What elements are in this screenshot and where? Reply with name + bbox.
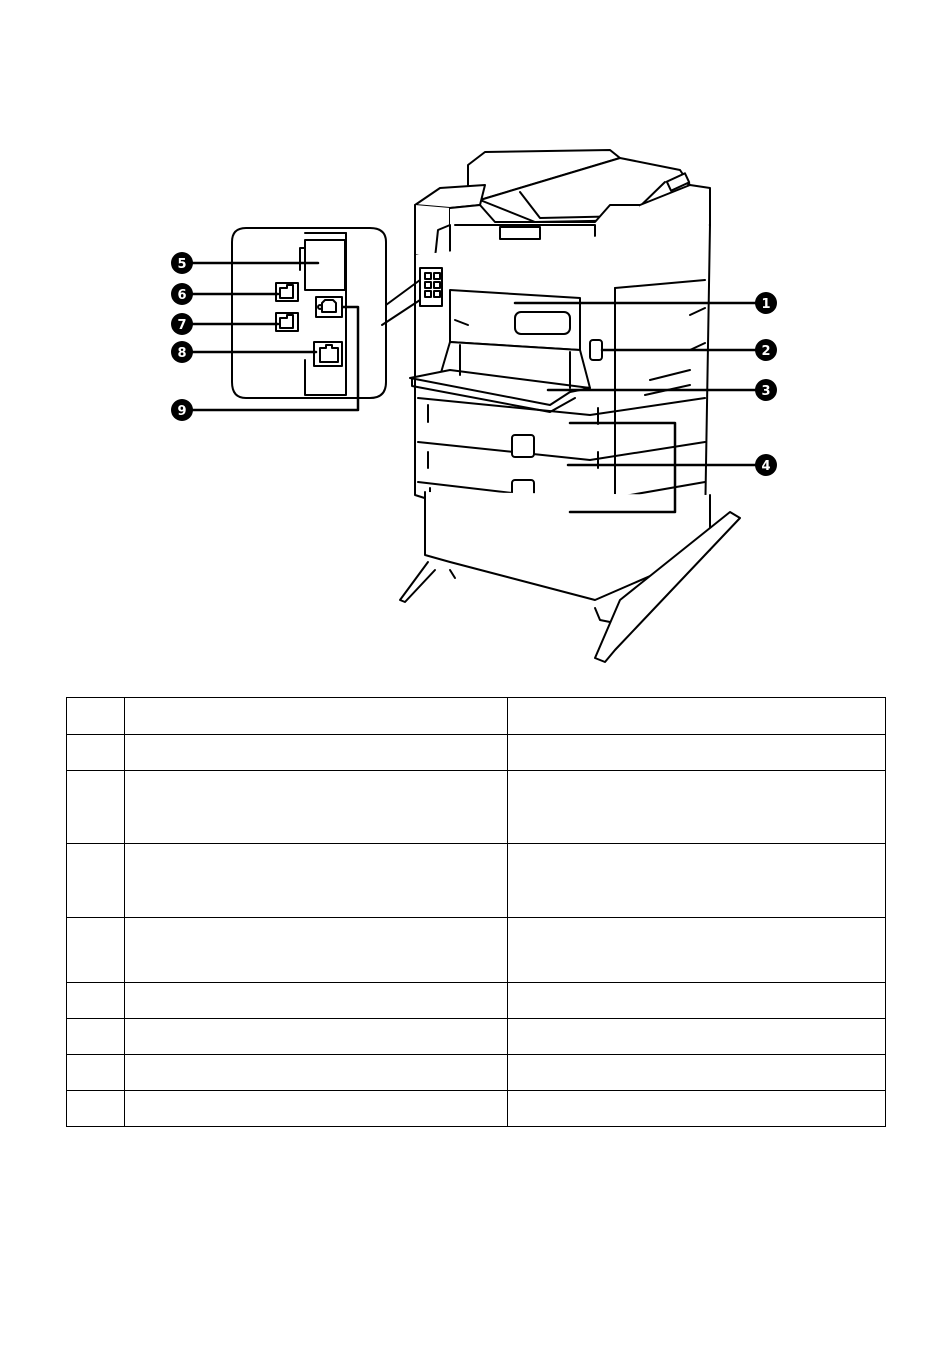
callout-1: [755, 292, 777, 314]
svg-text:9: 9: [177, 404, 187, 419]
row-number-cell: [67, 844, 125, 918]
table-row: [67, 1055, 886, 1091]
row-number-cell: [67, 698, 125, 735]
row-description-cell: [508, 918, 886, 983]
svg-text:3: 3: [761, 384, 771, 399]
row-number-cell: [67, 1019, 125, 1055]
row-number-cell: [67, 1055, 125, 1091]
table-row: [67, 844, 886, 918]
row-name-cell: [125, 918, 508, 983]
row-description-cell: [508, 735, 886, 771]
row-name-cell: [125, 1055, 508, 1091]
row-number-cell: [67, 771, 125, 844]
table-row: [67, 771, 886, 844]
svg-text:4: 4: [761, 459, 771, 474]
row-number-cell: [67, 918, 125, 983]
callout-5: [171, 252, 193, 274]
svg-text:2: 2: [761, 344, 771, 359]
printer-rear-view-icon: [400, 150, 740, 662]
row-name-cell: [125, 1019, 508, 1055]
svg-text:7: 7: [177, 318, 187, 333]
row-name-cell: [125, 771, 508, 844]
callout-2: [755, 339, 777, 361]
table-row: [67, 1019, 886, 1055]
svg-text:8: 8: [177, 346, 187, 361]
callout-6: [171, 283, 193, 305]
row-name-cell: [125, 698, 508, 735]
table-row: [67, 735, 886, 771]
row-description-cell: [508, 1019, 886, 1055]
parts-table: [66, 697, 886, 1127]
row-description-cell: [508, 1055, 886, 1091]
svg-text:1: 1: [761, 297, 771, 312]
port-panel-inset-icon: [232, 228, 420, 398]
row-name-cell: [125, 735, 508, 771]
row-number-cell: [67, 983, 125, 1019]
svg-text:5: 5: [177, 257, 187, 272]
row-name-cell: [125, 1091, 508, 1127]
row-description-cell: [508, 983, 886, 1019]
table-row: [67, 983, 886, 1019]
callout-4: [755, 454, 777, 476]
callout-8: [171, 341, 193, 363]
svg-text:6: 6: [177, 288, 187, 303]
printer-rear-figure: [150, 130, 800, 675]
row-number-cell: [67, 735, 125, 771]
table-row: [67, 698, 886, 735]
row-description-cell: [508, 844, 886, 918]
row-name-cell: [125, 844, 508, 918]
table-row: [67, 1091, 886, 1127]
row-description-cell: [508, 698, 886, 735]
row-number-cell: [67, 1091, 125, 1127]
row-description-cell: [508, 771, 886, 844]
callout-7: [171, 313, 193, 335]
table-row: [67, 918, 886, 983]
callout-3: [755, 379, 777, 401]
callout-9: [171, 399, 193, 421]
row-name-cell: [125, 983, 508, 1019]
row-description-cell: [508, 1091, 886, 1127]
